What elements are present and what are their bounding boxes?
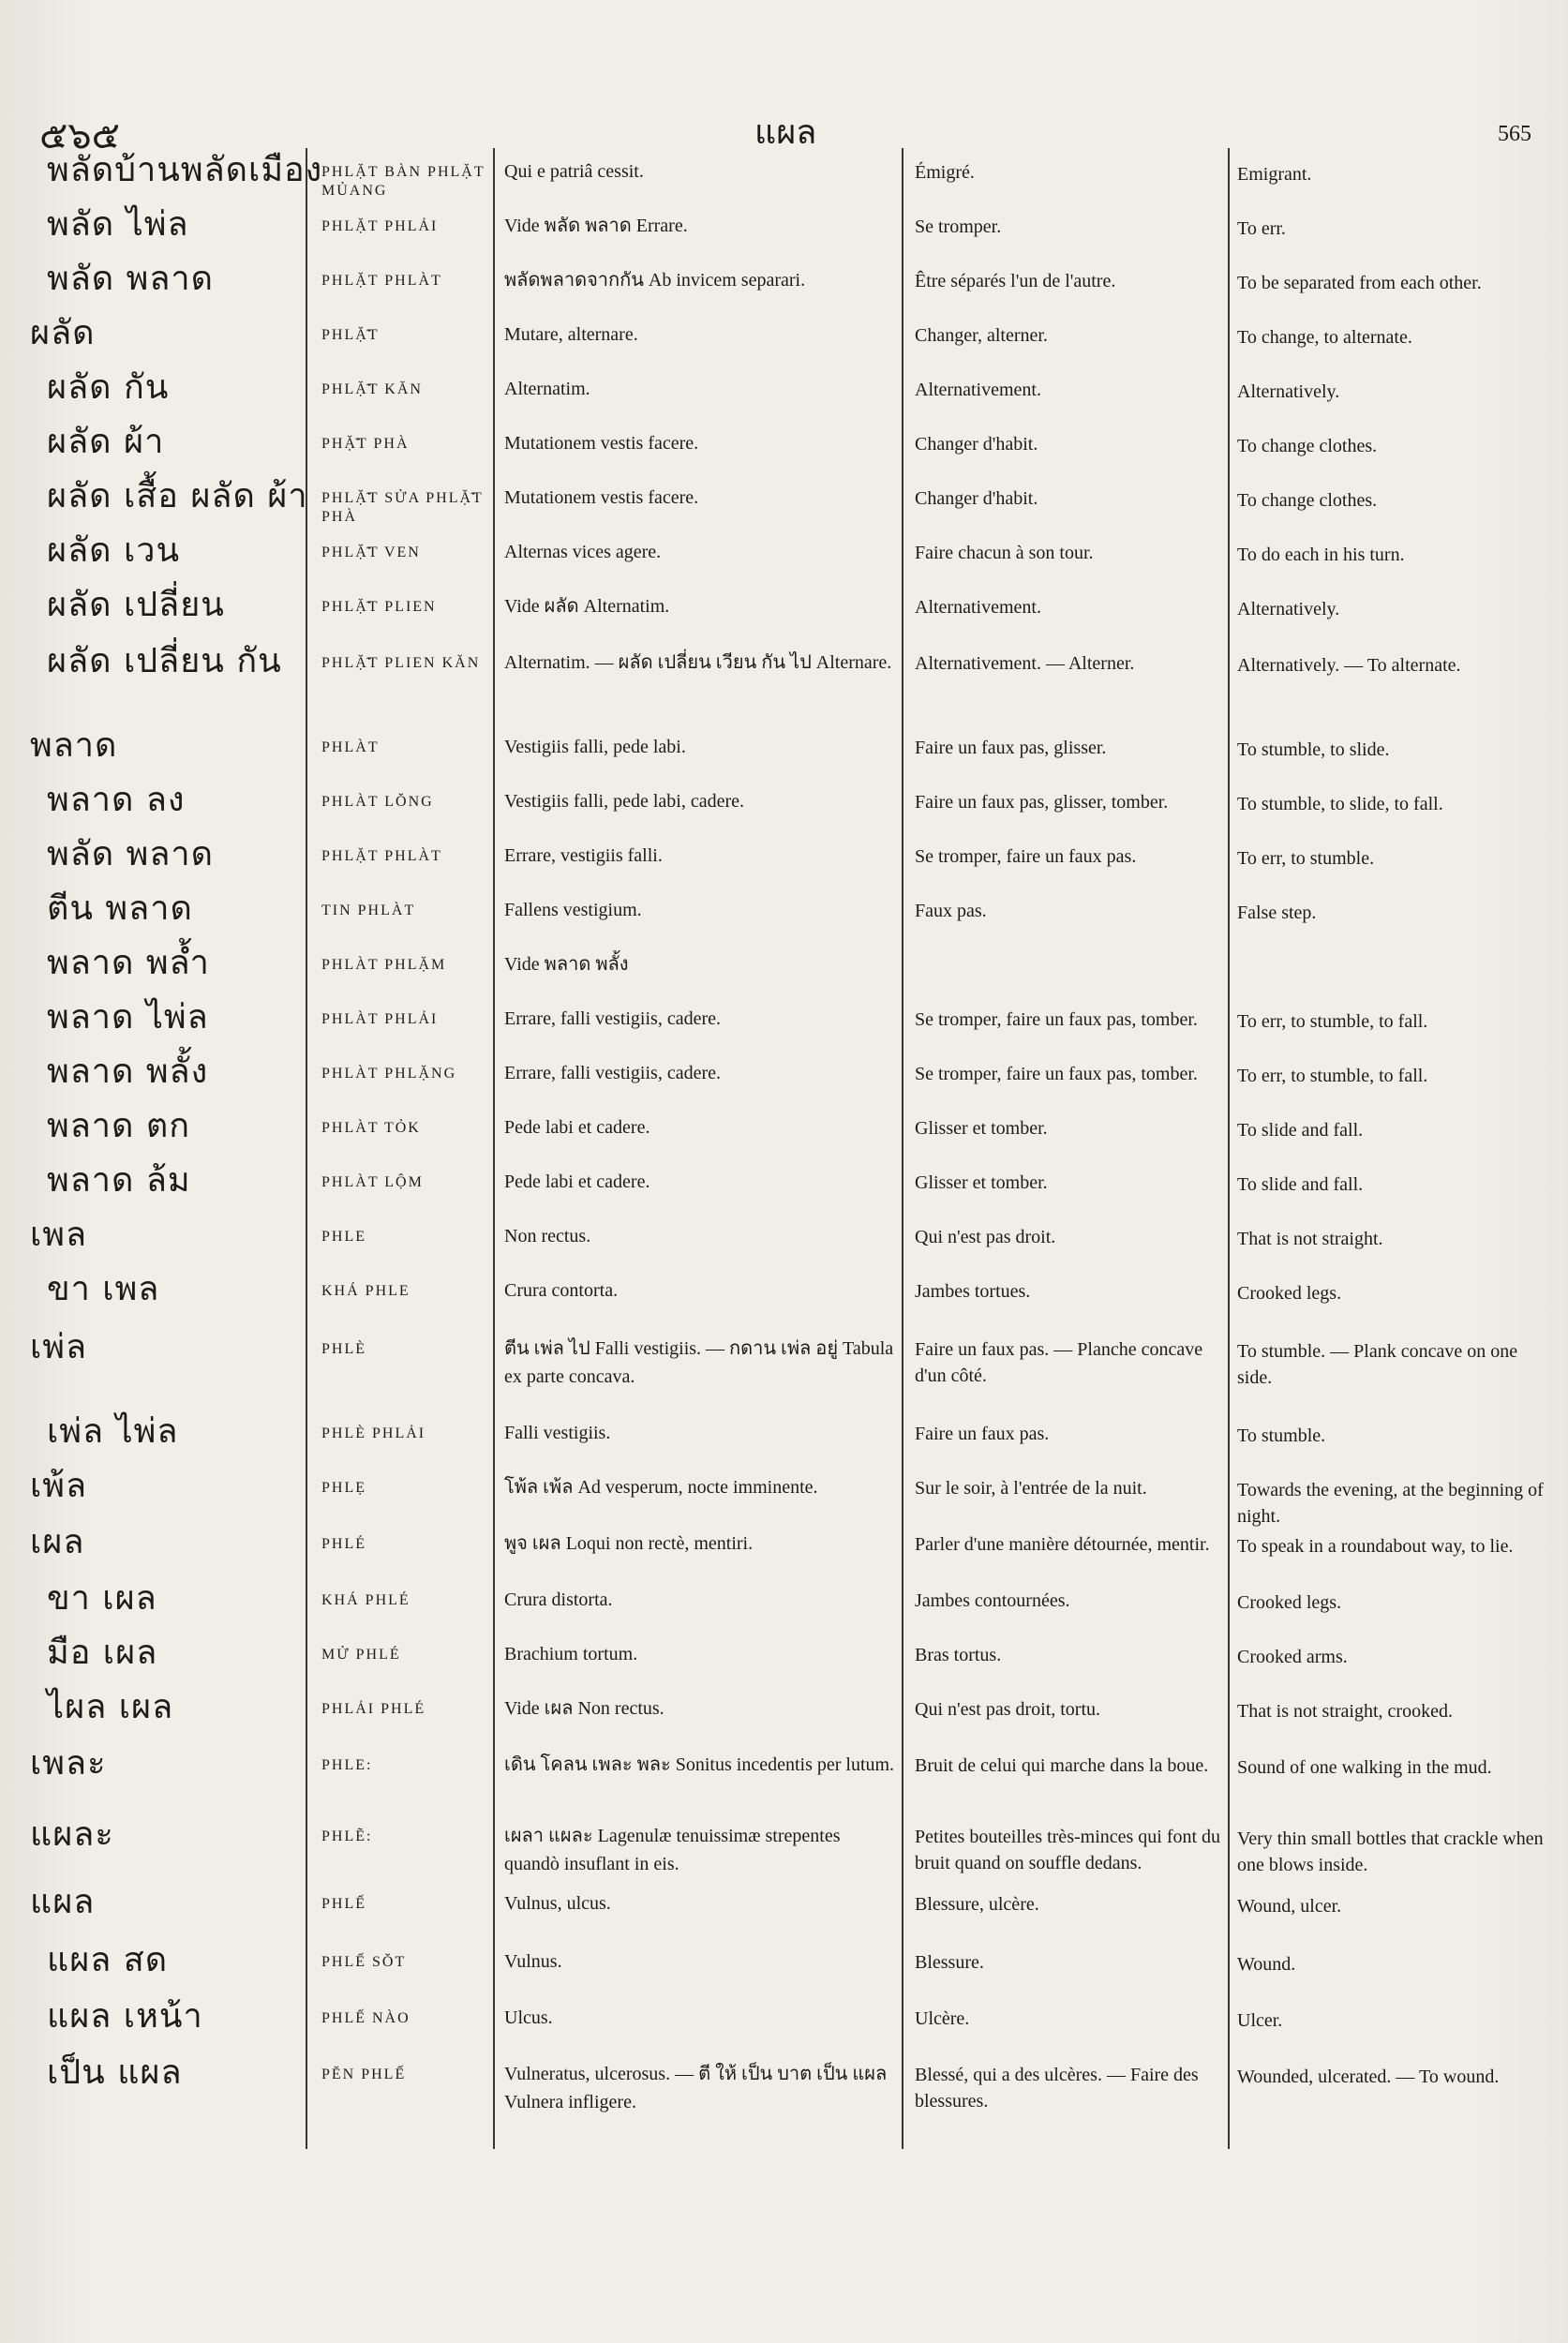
english-definition: To err. [1237, 218, 1286, 239]
english-definition: Crooked legs. [1237, 1592, 1342, 1613]
thai-headword: เผล [30, 1523, 85, 1561]
latin-definition: เผลา แผละ Lagenulæ tenuissimæ strepentes quandò insuflant in eis. [504, 1826, 841, 1874]
english-definition: Sound of one walking in the mud. [1237, 1757, 1492, 1778]
english-definition: That is not straight. [1237, 1229, 1383, 1249]
french-definition: Glisser et tomber. [915, 1118, 1048, 1139]
latin-definition: Vide พลาด พลั้ง [504, 954, 629, 975]
latin-definition: Mutare, alternare. [504, 324, 638, 345]
french-definition: Qui n'est pas droit, tortu. [915, 1699, 1101, 1720]
english-definition: To slide and fall. [1237, 1174, 1364, 1195]
latin-definition: พูจ เผล Loqui non rectè, mentiri. [504, 1533, 754, 1554]
romanization: PHLE [321, 1229, 366, 1245]
french-definition: Qui n'est pas droit. [915, 1227, 1056, 1247]
french-definition: Faire un faux pas, glisser. [915, 738, 1107, 758]
thai-headword: ไผล เผล [47, 1688, 174, 1726]
french-definition: Changer d'habit. [915, 434, 1038, 455]
romanization: TIN PHLÀT [321, 903, 416, 918]
thai-headword: เพ้ล [30, 1467, 88, 1505]
latin-definition: Alternas vices agere. [504, 542, 662, 562]
column-rule-2 [493, 148, 495, 2149]
romanization: PHLẶT PHLẢI [321, 218, 439, 234]
latin-definition: Vide เผล Non rectus. [504, 1698, 665, 1719]
latin-definition: โพ้ล เพ้ล Ad vesperum, nocte imminente. [504, 1477, 818, 1498]
thai-headword: แผล [30, 1883, 96, 1921]
romanization: PHLẶT PHLÀT [321, 273, 442, 289]
romanization: PHẶ̃T PHÀ [321, 436, 410, 452]
french-definition: Émigré. [915, 162, 975, 183]
thai-headword: ผลัด ผ้า [47, 423, 165, 461]
thai-headword: เป็น แผล [47, 2053, 183, 2092]
latin-definition: Vestigiis falli, pede labi. [504, 737, 686, 757]
french-definition: Glisser et tomber. [915, 1172, 1048, 1193]
french-definition: Faire un faux pas. [915, 1424, 1050, 1444]
thai-headword: ผลัด เปลี่ยน [47, 586, 225, 624]
latin-definition: Brachium tortum. [504, 1644, 638, 1664]
english-definition: Emigrant. [1237, 164, 1312, 185]
thai-headword: เพ่ล [30, 1328, 88, 1366]
english-definition: To stumble. [1237, 1425, 1326, 1446]
latin-definition: Pede labi et cadere. [504, 1172, 650, 1192]
thai-headword: พลาด ตก [47, 1107, 191, 1145]
latin-definition: Fallens vestigium. [504, 900, 642, 920]
thai-headword: ผลัด เวน [47, 531, 181, 570]
french-definition: Faire un faux pas, glisser, tomber. [915, 792, 1169, 813]
french-definition: Alternativement. — Alterner. [915, 653, 1135, 674]
latin-definition: Mutationem vestis facere. [504, 487, 699, 508]
thai-headword: ผลัด [30, 314, 96, 352]
romanization: PHLÀT PHLẢI [321, 1011, 439, 1027]
french-definition: Changer, alterner. [915, 325, 1048, 346]
french-definition: Faux pas. [915, 901, 987, 921]
english-definition: Alternatively. [1237, 381, 1340, 402]
romanization: PHLÉ [321, 1536, 366, 1552]
french-definition: Blessé, qui a des ulcères. — Faire des blessures. [915, 2065, 1199, 2112]
french-definition: Jambes contournées. [915, 1590, 1070, 1611]
english-definition: To do each in his turn. [1237, 545, 1405, 565]
english-definition: To err, to stumble. [1237, 848, 1375, 869]
thai-headword: ผลัด กัน [47, 368, 170, 407]
french-definition: Bruit de celui qui marche dans la boue. [915, 1755, 1209, 1776]
thai-headword: ผลัด เปลี่ยน กัน [47, 642, 282, 680]
french-definition: Faire un faux pas. — Planche concave d'un côté. [915, 1339, 1203, 1386]
thai-headword: พลาด ล้ม [47, 1161, 191, 1200]
latin-definition: เดิน โคลน เพละ พละ Sonitus incedentis per lutum. [504, 1754, 895, 1775]
latin-definition: พลัดพลาดจากกัน Ab invicem separari. [504, 270, 806, 291]
thai-headword: พลาด [30, 726, 118, 765]
romanization: PHLẾ SŎT [321, 1954, 407, 1970]
thai-headword: เพ่ล ไพ่ล [47, 1412, 179, 1451]
thai-headword: ตีน พลาด [47, 889, 193, 928]
french-definition: Faire chacun à son tour. [915, 543, 1094, 563]
thai-headword: แผล เหน้า [47, 1997, 203, 2036]
english-definition: Crooked arms. [1237, 1647, 1348, 1667]
english-definition: To speak in a roundabout way, to lie. [1237, 1536, 1514, 1557]
romanization: KHÁ PHLÉ [321, 1592, 411, 1608]
french-definition: Se tromper. [915, 216, 1002, 237]
romanization: PHLẶT BÀN PHLẶT MỦANG [321, 164, 485, 199]
english-definition: Wound. [1237, 1954, 1296, 1975]
french-definition: Changer d'habit. [915, 488, 1038, 509]
french-definition: Bras tortus. [915, 1645, 1002, 1665]
running-head: แผล [754, 113, 817, 152]
french-definition: Sur le soir, à l'entrée de la nuit. [915, 1478, 1147, 1499]
english-definition: Ulcer. [1237, 2010, 1283, 2031]
column-rule-1 [306, 148, 307, 2149]
romanization: MỬ PHLÉ [321, 1647, 401, 1663]
romanization: PHLẸ [321, 1480, 366, 1496]
english-definition: To change clothes. [1237, 490, 1378, 511]
romanization: PHLẶ̃T KĂN [321, 381, 423, 397]
thai-headword: พลัด ไพ่ล [47, 205, 189, 244]
english-definition: Wounded, ulcerated. — To wound. [1237, 2067, 1500, 2087]
latin-definition: Pede labi et cadere. [504, 1117, 650, 1138]
french-definition: Se tromper, faire un faux pas, tomber. [915, 1009, 1198, 1030]
thai-headword: แผละ [30, 1815, 114, 1854]
english-definition: To be separated from each other. [1237, 273, 1482, 293]
latin-definition: Vulnus. [504, 1951, 562, 1972]
french-definition: Alternativement. [915, 597, 1041, 618]
romanization: PHLÀT PHLẶNG [321, 1066, 457, 1082]
latin-definition: Mutationem vestis facere. [504, 433, 699, 454]
romanization: PHLẾ NÀO [321, 2010, 411, 2026]
latin-definition: Alternatim. [504, 379, 590, 399]
thai-headword: พลัด พลาด [47, 835, 214, 873]
english-definition: To err, to stumble, to fall. [1237, 1066, 1428, 1086]
romanization: PĔN PHLẾ [321, 2067, 407, 2082]
romanization: PHLÀT TỎK [321, 1120, 421, 1136]
english-definition: Crooked legs. [1237, 1283, 1342, 1304]
english-definition: To slide and fall. [1237, 1120, 1364, 1141]
thai-headword: ผลัด เสื้อ ผลัด ผ้า [47, 477, 308, 515]
romanization: PHLẾ [321, 1896, 366, 1912]
romanization: PHLẶT PHLÀT [321, 848, 442, 864]
thai-page-number: ๕๖๕ [39, 114, 120, 157]
english-definition: Wound, ulcer. [1237, 1896, 1342, 1917]
latin-definition: Qui e patriâ cessit. [504, 161, 644, 182]
english-definition: To err, to stumble, to fall. [1237, 1011, 1428, 1032]
thai-headword: พลัด พลาด [47, 260, 214, 298]
latin-definition: Crura contorta. [504, 1280, 619, 1301]
french-definition: Alternativement. [915, 380, 1041, 400]
latin-definition: ตีน เพ่ล ไป Falli vestigiis. — กดาน เพ่ล อยู่ Tabula ex parte concava. [504, 1338, 894, 1387]
english-definition: Towards the evening, at the beginning of night. [1237, 1480, 1544, 1527]
romanization: PHLẶ̃T [321, 327, 380, 343]
latin-definition: Vulnus, ulcus. [504, 1893, 611, 1914]
page-number: 565 [1498, 122, 1531, 146]
romanization: PHLE: [321, 1757, 373, 1773]
french-definition: Jambes tortues. [915, 1281, 1031, 1302]
thai-headword: พลัดบ้านพลัดเมือง [47, 151, 323, 189]
latin-definition: Ulcus. [504, 2007, 553, 2028]
romanization: PHLÀT LŎNG [321, 794, 434, 810]
french-definition: Se tromper, faire un faux pas. [915, 846, 1137, 867]
english-definition: That is not straight, crooked. [1237, 1701, 1453, 1722]
french-definition: Petites bouteilles très-minces qui font du bruit quand on souffle dedans. [915, 1827, 1221, 1873]
romanization: PHLÀT PHLẶM [321, 957, 447, 973]
romanization: PHLÈ [321, 1341, 366, 1357]
english-definition: To stumble, to slide. [1237, 739, 1390, 760]
romanization: PHLẶ̃T VEN [321, 545, 421, 560]
romanization: PHLÀT [321, 739, 380, 755]
romanization: PHLÀT LỘM [321, 1174, 424, 1190]
thai-headword: ขา เผล [47, 1579, 157, 1618]
english-definition: To stumble, to slide, to fall. [1237, 794, 1443, 814]
english-definition: Alternatively. [1237, 599, 1340, 619]
thai-headword: พลาด พลั้ง [47, 1052, 209, 1091]
english-definition: To change, to alternate. [1237, 327, 1412, 348]
romanization: PHLẶ̃T SỬA PHLẶ̃T PHÀ [321, 490, 484, 525]
latin-definition: Falli vestigiis. [504, 1423, 611, 1443]
thai-headword: พลาด ไพ่ล [47, 998, 209, 1037]
latin-definition: Vide ผลัด Alternatim. [504, 596, 670, 617]
column-rule-4 [1228, 148, 1230, 2149]
latin-definition: Errare, vestigiis falli. [504, 845, 663, 866]
english-definition: To change clothes. [1237, 436, 1378, 456]
latin-definition: Vulneratus, ulcerosus. — ตี ให้ เป็น บาต เป็น แผล Vulnera infligere. [504, 2064, 888, 2112]
thai-headword: เพละ [30, 1744, 107, 1783]
english-definition: Alternatively. — To alternate. [1237, 655, 1461, 676]
romanization: PHLẶ̃T PLIEN [321, 599, 437, 615]
french-definition: Être séparés l'un de l'autre. [915, 271, 1116, 291]
thai-headword: มือ เผล [47, 1634, 158, 1672]
english-definition: False step. [1237, 903, 1317, 923]
romanization: PHLẢI PHLÉ [321, 1701, 426, 1717]
thai-headword: แผล สด [47, 1941, 169, 1979]
thai-headword: พลาด ลง [47, 781, 186, 819]
latin-definition: Vide พลัด พลาด Errare. [504, 216, 688, 236]
latin-definition: Errare, falli vestigiis, cadere. [504, 1063, 721, 1083]
french-definition: Ulcère. [915, 2008, 970, 2029]
thai-headword: เพล [30, 1216, 88, 1254]
french-definition: Blessure, ulcère. [915, 1894, 1039, 1915]
french-definition: Se tromper, faire un faux pas, tomber. [915, 1064, 1198, 1084]
romanization: PHLÈ PHLẢI [321, 1425, 426, 1441]
latin-definition: Vestigiis falli, pede labi, cadere. [504, 791, 745, 812]
romanization: PHLẼ: [321, 1828, 373, 1844]
thai-headword: พลาด พล้ำ [47, 944, 210, 982]
french-definition: Parler d'une manière détournée, mentir. [915, 1534, 1210, 1555]
romanization: KHÁ PHLE [321, 1283, 411, 1299]
romanization: PHLẶ̃T PLIEN KĂN [321, 655, 481, 671]
latin-definition: Crura distorta. [504, 1589, 613, 1610]
english-definition: Very thin small bottles that crackle when one blows inside. [1237, 1828, 1544, 1875]
column-rule-3 [902, 148, 903, 2149]
english-definition: To stumble. — Plank concave on one side. [1237, 1341, 1518, 1388]
thai-headword: ขา เพล [47, 1270, 160, 1308]
latin-definition: Non rectus. [504, 1226, 591, 1246]
latin-definition: Errare, falli vestigiis, cadere. [504, 1008, 721, 1029]
latin-definition: Alternatim. — ผลัด เปลี่ยน เวียน กัน ไป Alternare. [504, 652, 892, 673]
french-definition: Blessure. [915, 1952, 984, 1973]
